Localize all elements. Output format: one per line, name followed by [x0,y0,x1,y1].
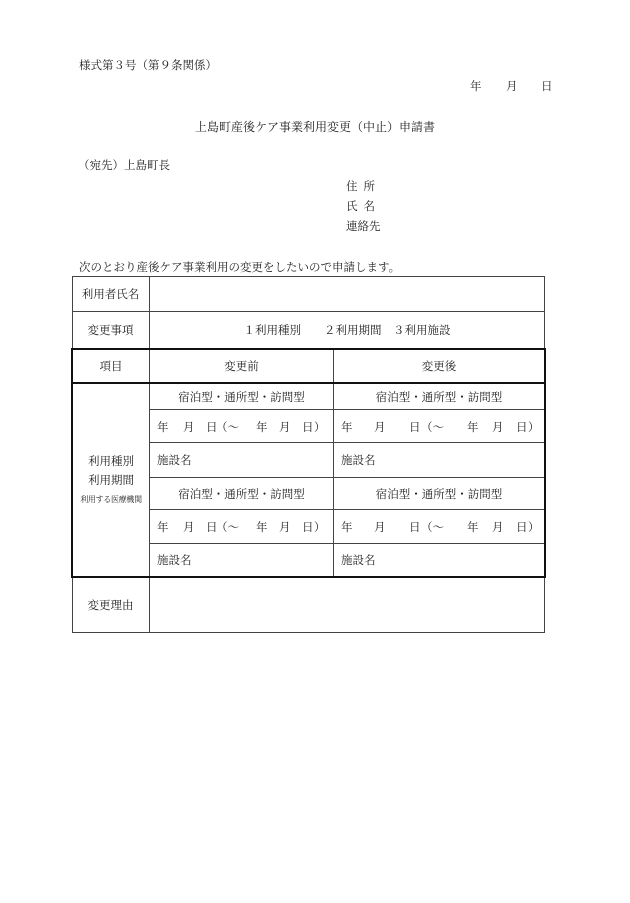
month-label: 月 [374,419,386,434]
change-item-options[interactable]: １利用種別 ２利用期間 ３利用施設 [243,323,451,337]
range-close: ） [314,419,326,434]
year-label: 年 [341,419,353,434]
period-after-2[interactable] [334,510,544,543]
year-label: 年 [341,519,353,534]
facility-before-1[interactable]: 施設名 [157,453,192,467]
range-close: ） [528,419,540,434]
day-label: 日 [302,519,314,534]
type-options-before-1[interactable]: 宿泊型・通所型・訪問型 [178,389,305,404]
change-reason-field[interactable] [150,578,544,632]
column-header-after: 変更後 [421,359,457,373]
year-label: 年 [467,419,479,434]
user-name-field[interactable] [150,277,544,311]
column-header-item: 項目 [99,359,123,373]
day-label: 日 [516,519,528,534]
period-after-1[interactable] [334,410,544,443]
date-month-label: 月 [506,79,518,93]
facility-after-1[interactable]: 施設名 [341,453,376,467]
section-label-institution: 利用する医療機関 [80,494,142,504]
type-options-before-2[interactable]: 宿泊型・通所型・訪問型 [178,486,305,501]
month-label: 月 [183,419,195,434]
table-border-bottom [72,632,545,633]
section-label-type: 利用種別 [87,453,134,468]
change-reason-label: 変更理由 [87,598,134,612]
month-label: 月 [492,519,504,534]
form-number: 様式第３号（第９条関係） [79,58,217,72]
range-close: ） [314,519,326,534]
applicant-name-label: 氏名 [346,199,381,213]
type-options-after-1[interactable]: 宿泊型・通所型・訪問型 [375,389,503,404]
document-title: 上島町産後ケア事業利用変更（中止）申請書 [194,120,435,134]
day-label: 日 [516,419,528,434]
range-close: ） [528,519,540,534]
column-header-before: 変更前 [224,359,259,373]
year-label: 年 [256,519,268,534]
year-label: 年 [467,519,479,534]
user-name-label: 利用者氏名 [81,287,140,301]
day-label: 日 [302,419,314,434]
year-label: 年 [157,419,169,434]
applicant-address-label: 住所 [346,179,381,193]
day-label: 日 [206,419,218,434]
day-label: 日 [409,419,421,434]
change-item-label: 変更事項 [87,323,134,337]
period-before-2[interactable] [150,510,333,543]
date-day-label: 日 [541,79,553,93]
section-label-period: 利用期間 [87,472,134,487]
facility-after-2[interactable]: 施設名 [341,553,376,567]
range-open: （～ [421,519,444,534]
type-options-after-2[interactable]: 宿泊型・通所型・訪問型 [375,486,503,501]
range-open: （～ [216,519,239,534]
month-label: 月 [492,419,504,434]
section-label [73,384,149,576]
day-label: 日 [409,519,421,534]
period-before-1[interactable] [150,410,333,443]
facility-before-2[interactable]: 施設名 [157,553,192,567]
range-open: （～ [216,419,239,434]
month-label: 月 [279,419,291,434]
month-label: 月 [183,519,195,534]
intro-text: 次のとおり産後ケア事業利用の変更をしたいので申請します。 [79,260,401,274]
applicant-contact-label: 連絡先 [346,219,381,233]
month-label: 月 [374,519,386,534]
day-label: 日 [206,519,218,534]
addressee: （宛先）上島町長 [78,158,170,172]
year-label: 年 [256,419,268,434]
range-open: （～ [421,419,444,434]
month-label: 月 [279,519,291,534]
year-label: 年 [157,519,169,534]
date-year-label: 年 [470,79,482,93]
